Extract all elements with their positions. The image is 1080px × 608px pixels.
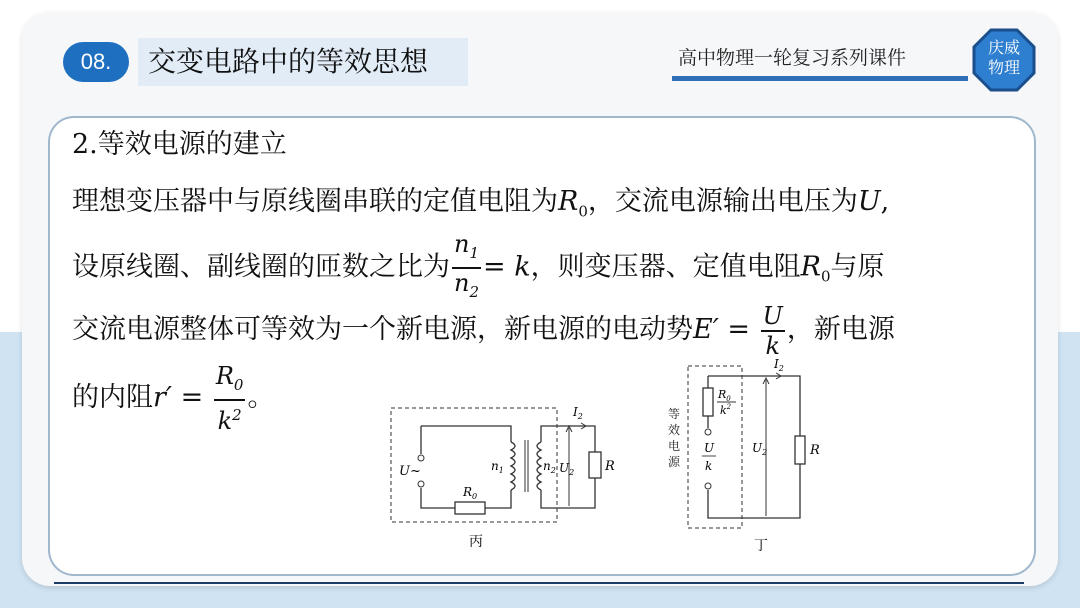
text-span: 交流电源整体可等效为一个新电源，新电源的电动势 [72, 314, 693, 345]
resistor-r [589, 452, 601, 478]
series-label: 高中物理一轮复习系列课件 [678, 47, 907, 69]
series-underline [672, 76, 968, 81]
text-span: 的内阻 [72, 381, 153, 413]
subscript: 0 [820, 267, 831, 286]
resistor-r [795, 436, 805, 464]
primary-coil [511, 442, 515, 490]
footer-rule [54, 582, 1024, 584]
symbol: I [774, 357, 779, 371]
resistor-r0 [455, 502, 485, 514]
turns-ratio-fraction [452, 230, 481, 306]
resistance-fraction [214, 362, 246, 435]
symbol-U: U [857, 186, 881, 217]
subscript: 2 [469, 282, 480, 301]
symbol-R: R [800, 251, 821, 283]
r-label: R [810, 443, 820, 458]
paragraph-line-2 [72, 230, 885, 301]
subscript: 2 [577, 412, 583, 421]
subscript: 0 [472, 492, 478, 501]
symbol: I [573, 405, 578, 419]
subscript: 0 [578, 202, 588, 221]
logo-line-2: 物理 [987, 58, 1020, 77]
source-label: U~ [399, 464, 421, 479]
page-title: 交变电路中的等效思想 [148, 45, 429, 78]
symbol-E: E′ = [693, 314, 759, 345]
symbol: U [559, 461, 570, 475]
diagram-caption: 丁 [754, 538, 768, 554]
symbol: n [491, 459, 499, 473]
subscript: 1 [469, 243, 480, 262]
symbol-k: k [217, 406, 233, 435]
side-label-char: 电 [668, 439, 681, 453]
fraction-numerator: U [762, 301, 783, 330]
dashed-boundary [688, 366, 742, 528]
subscript: 1 [498, 466, 504, 475]
subscript: 2 [762, 448, 768, 457]
r0-over-k2-den [720, 403, 732, 417]
symbol-r: r′ = [153, 381, 212, 413]
symbol: R [463, 485, 473, 499]
text-span: ，交流电源输出电压为 [587, 186, 858, 217]
section-badge: 08. [63, 42, 129, 82]
text-span: 。 [247, 381, 275, 413]
symbol-k: k [514, 251, 531, 283]
symbol-n: n [454, 268, 470, 297]
text-span: , [880, 186, 890, 217]
symbol-R: R [215, 362, 234, 390]
subscript: 2 [778, 364, 784, 373]
n1-label [491, 459, 504, 475]
logo-line-1: 庆威 [987, 38, 1020, 57]
r-label: R [605, 459, 615, 474]
subscript: 2 [569, 468, 575, 477]
secondary-coil [537, 442, 541, 490]
symbol-n: n [454, 230, 470, 258]
i2-label [572, 405, 583, 421]
subscript: 0 [726, 395, 731, 403]
i2-label [773, 357, 784, 373]
symbol: n [543, 459, 551, 473]
side-label-char: 效 [668, 423, 681, 437]
paragraph-line-4 [72, 362, 275, 435]
internal-resistor [703, 388, 713, 416]
circuit-diagram-ding [660, 352, 820, 558]
u2-label [559, 461, 574, 477]
section-heading: 2.等效电源的建立 [72, 129, 287, 160]
subscript: 0 [233, 375, 244, 394]
r0-over-k2-num [717, 388, 731, 403]
subscript: 2 [550, 466, 556, 475]
logo-text [972, 38, 1036, 78]
text-span: ，则变压器、定值电阻 [530, 251, 801, 283]
text-span: 理想变压器中与原线圈串联的定值电阻为 [72, 186, 558, 217]
text-span: 与原 [830, 251, 885, 283]
u-over-k-den: k [705, 459, 713, 473]
symbol: U [752, 441, 763, 455]
fraction-denominator: k [765, 331, 781, 360]
superscript: 2 [726, 403, 732, 411]
text-span: = [483, 251, 515, 283]
r0-label [462, 485, 477, 501]
text-span: ，新电源 [786, 314, 895, 345]
diagram-caption: 丙 [469, 534, 483, 550]
emf-fraction [761, 302, 785, 360]
circuit-diagram-bing [385, 396, 615, 556]
paragraph-line-1 [72, 180, 889, 233]
side-label-char: 源 [668, 455, 681, 469]
side-label-char: 等 [668, 407, 681, 421]
symbol: k [720, 404, 727, 417]
superscript: 2 [232, 405, 242, 424]
symbol: R [718, 388, 727, 401]
text-span: 设原线圈、副线圈的匝数之比为 [72, 251, 450, 283]
n2-label [543, 459, 556, 475]
symbol-R: R [558, 186, 579, 217]
u2-label [752, 441, 767, 457]
paragraph-line-3 [72, 300, 895, 360]
u-over-k-num: U [704, 441, 715, 455]
